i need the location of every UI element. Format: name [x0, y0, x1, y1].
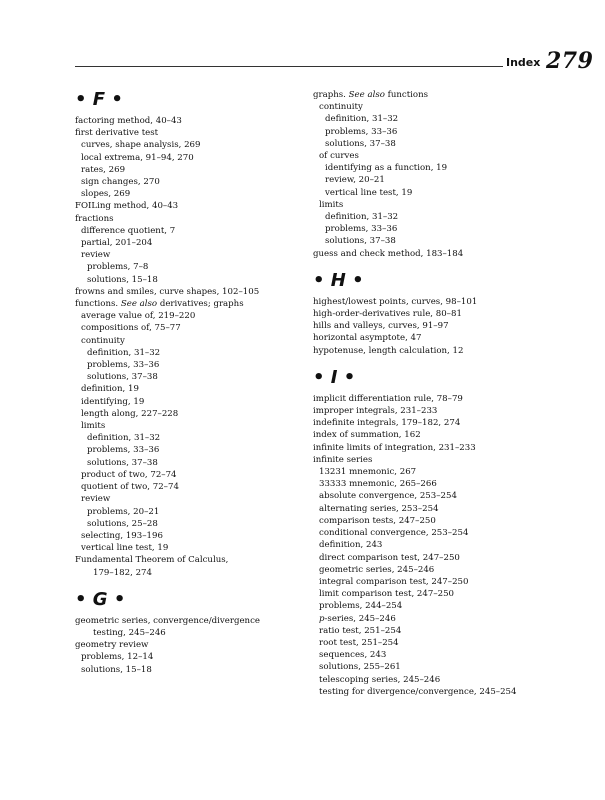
index-entry — [75, 335, 300, 347]
index-entry-text: definition, 31–32 — [325, 212, 399, 223]
index-entry — [75, 567, 300, 579]
index-entry-text: definition, 243 — [319, 540, 383, 551]
index-entry-text: geometry review — [75, 640, 149, 651]
index-entry-text: hills and valleys, curves, 91–97 — [313, 321, 449, 332]
index-entry — [75, 213, 300, 225]
index-entry-text: identifying, 19 — [81, 396, 145, 407]
index-entry-text: average value of, 219–220 — [81, 311, 196, 322]
index-entry — [75, 249, 300, 261]
index-entry — [75, 286, 300, 298]
index-entry — [313, 101, 563, 113]
index-column-right — [313, 89, 563, 698]
index-entry-text: implicit differentiation rule, 78–79 — [313, 393, 463, 404]
index-entry — [313, 405, 563, 417]
index-entry-text: continuity — [319, 102, 363, 113]
index-entry-text: factoring method, 40–43 — [75, 116, 182, 126]
index-entry — [313, 576, 563, 588]
index-entry — [75, 152, 300, 164]
index-column-left — [75, 89, 300, 676]
index-entry-text: FOILing method, 40–43 — [75, 201, 179, 212]
index-entry-text: problems, 7–8 — [87, 262, 149, 273]
index-entry-text: conditional convergence, 253–254 — [319, 528, 469, 539]
index-entry — [313, 564, 563, 576]
index-entry-text: partial, 201–204 — [81, 238, 153, 249]
index-entry — [75, 432, 300, 444]
index-entry-text: 179–182, 274 — [93, 567, 152, 578]
index-entry-text: problems, 12–14 — [81, 652, 154, 663]
index-entry — [313, 466, 563, 478]
index-entry-text: functions. — [75, 299, 119, 310]
index-entry — [75, 639, 300, 651]
index-entry-text: -series, 245–246 — [324, 613, 396, 624]
index-entry-text: definition, 31–32 — [87, 347, 161, 358]
index-entry-text: telescoping series, 245–246 — [319, 674, 441, 685]
index-entry — [313, 442, 563, 454]
index-entry-text: solutions, 255–261 — [319, 662, 401, 673]
index-entry — [75, 518, 300, 530]
index-entry — [75, 554, 300, 566]
index-entry-text: problems, 33–36 — [87, 360, 160, 371]
section-heading: • I • — [313, 366, 356, 388]
index-entry — [313, 235, 563, 247]
index-entry — [75, 139, 300, 151]
index-entry-text: length along, 227–228 — [81, 408, 179, 419]
see-also-label: See also — [120, 299, 158, 310]
index-entry-text: absolute convergence, 253–254 — [319, 491, 457, 502]
index-entry-text: index of summation, 162 — [313, 430, 421, 441]
index-entry-text: problems, 244–254 — [319, 601, 403, 612]
index-entry-text: continuity — [81, 335, 125, 346]
index-entry — [75, 188, 300, 200]
index-entry — [313, 539, 563, 551]
index-entry-text: highest/lowest points, curves, 98–101 — [313, 296, 478, 307]
index-entry — [75, 457, 300, 469]
index-entry — [313, 223, 563, 235]
index-entry-text: solutions, 37–38 — [87, 457, 158, 468]
index-entry-text: problems, 33–36 — [325, 126, 398, 137]
index-entry-text: testing for divergence/convergence, 245–254 — [319, 686, 517, 697]
index-entry — [75, 481, 300, 493]
index-entry-text: of curves — [319, 151, 359, 162]
index-entry — [75, 359, 300, 371]
index-entry — [313, 552, 563, 564]
index-entry-text: limit comparison test, 247–250 — [319, 589, 455, 600]
index-entry — [75, 176, 300, 188]
index-entry-text: 13231 mnemonic, 267 — [319, 467, 417, 478]
index-entry — [75, 615, 300, 627]
index-entry-text: fractions — [75, 213, 114, 224]
index-entry-text: Fundamental Theorem of Calculus, — [75, 555, 229, 566]
index-entry — [313, 211, 563, 223]
index-entry-text: selecting, 193–196 — [81, 530, 163, 541]
index-entry-text: solutions, 37–38 — [325, 138, 396, 149]
index-entry-text: problems, 33–36 — [87, 445, 160, 456]
index-entry-text: geometric series, convergence/divergence — [75, 615, 260, 626]
index-entry-text: vertical line test, 19 — [81, 543, 169, 554]
index-entry-text: derivatives; graphs — [157, 299, 244, 310]
index-entry-text: solutions, 37–38 — [87, 372, 158, 383]
index-entry — [313, 113, 563, 125]
index-entry-text: definition, 31–32 — [87, 433, 161, 444]
index-entry — [75, 298, 300, 310]
section-spacer — [313, 357, 563, 367]
index-entry — [313, 478, 563, 490]
index-entry-text: solutions, 15–18 — [87, 274, 158, 285]
index-entry — [313, 515, 563, 527]
index-entry-text: indefinite integrals, 179–182, 274 — [313, 418, 461, 429]
index-entry — [313, 661, 563, 673]
index-entry — [313, 138, 563, 150]
index-entry — [75, 383, 300, 395]
index-entry — [313, 649, 563, 661]
section-heading: • F • — [75, 89, 123, 110]
header-rule — [75, 66, 503, 67]
index-entry — [313, 332, 563, 344]
index-entry-text: slopes, 269 — [81, 189, 131, 200]
index-entry-text: improper integrals, 231–233 — [313, 406, 438, 417]
index-entry-text: testing, 245–246 — [93, 627, 166, 638]
index-entry — [313, 527, 563, 539]
index-entry-text: frowns and smiles, curve shapes, 102–105 — [75, 286, 260, 297]
index-entry — [313, 613, 563, 625]
index-entry-text: review, 20–21 — [325, 175, 385, 186]
index-entry — [75, 420, 300, 432]
index-entry — [75, 237, 300, 249]
index-entry-text: problems, 20–21 — [87, 506, 160, 517]
index-entry-text: guess and check method, 183–184 — [313, 248, 464, 259]
index-entry — [75, 347, 300, 359]
index-entry-text: definition, 19 — [81, 384, 139, 395]
index-entry — [313, 588, 563, 600]
index-entry — [313, 674, 563, 686]
index-entry-text: graphs. — [313, 90, 346, 100]
index-entry — [75, 530, 300, 542]
index-entry-text: high-order-derivatives rule, 80–81 — [313, 309, 462, 320]
index-entry-text: vertical line test, 19 — [325, 187, 413, 198]
index-entry — [313, 308, 563, 320]
index-entry — [75, 200, 300, 212]
index-entry — [75, 274, 300, 286]
index-entry-text: problems, 33–36 — [325, 224, 398, 235]
index-entry-text: first derivative test — [75, 128, 159, 139]
index-entry-text: review — [81, 494, 111, 505]
running-head-section: Index — [506, 56, 541, 69]
index-entry-text: quotient of two, 72–74 — [81, 482, 179, 493]
index-entry — [75, 164, 300, 176]
index-entry — [313, 199, 563, 211]
index-entry — [75, 310, 300, 322]
section-heading: • G • — [75, 588, 126, 610]
index-entry-text: infinite series — [313, 454, 373, 465]
index-entry-italic: p — [319, 613, 325, 624]
index-entry-text: direct comparison test, 247–250 — [319, 552, 460, 563]
index-entry-text: limits — [319, 199, 344, 210]
index-entry-text: functions — [384, 90, 429, 100]
index-entry — [75, 444, 300, 456]
index-entry — [75, 651, 300, 663]
section-heading: • H • — [313, 269, 364, 291]
index-entry — [313, 150, 563, 162]
index-entry-text: infinite limits of integration, 231–233 — [313, 442, 476, 453]
index-entry — [313, 637, 563, 649]
index-entry-text: integral comparison test, 247–250 — [319, 576, 469, 587]
index-entry-text: geometric series, 245–246 — [319, 564, 435, 575]
page-number: 279 — [546, 48, 594, 74]
index-entry-text: compositions of, 75–77 — [81, 323, 181, 334]
index-entry — [313, 625, 563, 637]
index-entry — [313, 503, 563, 515]
index-entry — [313, 429, 563, 441]
index-entry — [75, 506, 300, 518]
index-entry — [313, 345, 563, 357]
index-entry — [75, 322, 300, 334]
index-entry — [313, 490, 563, 502]
index-entry — [313, 417, 563, 429]
index-entry-text: difference quotient, 7 — [81, 225, 176, 236]
index-entry — [313, 248, 563, 260]
index-entry-text: identifying as a function, 19 — [325, 163, 448, 174]
index-entry-text: rates, 269 — [81, 164, 126, 175]
index-entry — [313, 89, 563, 101]
index-entry — [313, 600, 563, 612]
see-also-label: See also — [348, 90, 385, 100]
index-entry — [75, 371, 300, 383]
index-entry — [75, 127, 300, 139]
index-entry — [313, 686, 563, 698]
index-entry — [313, 393, 563, 405]
index-entry — [75, 225, 300, 237]
index-entry — [75, 542, 300, 554]
index-entry-text: sequences, 243 — [319, 650, 387, 661]
index-entry-text: solutions, 15–18 — [81, 664, 152, 675]
index-entry-text: comparison tests, 247–250 — [319, 515, 436, 526]
index-entry — [75, 115, 300, 127]
index-entry — [75, 408, 300, 420]
index-entry-text: root test, 251–254 — [319, 637, 399, 648]
index-entry-text: 33333 mnemonic, 265–266 — [319, 479, 437, 490]
index-entry — [313, 187, 563, 199]
section-spacer — [313, 260, 563, 270]
index-entry-text: curves, shape analysis, 269 — [81, 140, 201, 151]
index-entry — [313, 454, 563, 466]
index-entry-text: horizontal asymptote, 47 — [313, 333, 422, 344]
index-entry-text: solutions, 25–28 — [87, 518, 158, 529]
index-entry-text: limits — [81, 421, 106, 432]
index-entry-text: alternating series, 253–254 — [319, 503, 439, 514]
index-entry-text: solutions, 37–38 — [325, 236, 396, 247]
index-entry — [313, 296, 563, 308]
section-spacer — [75, 579, 300, 589]
index-entry — [75, 627, 300, 639]
index-entry — [313, 174, 563, 186]
index-entry-text: sign changes, 270 — [81, 177, 160, 188]
index-entry — [75, 261, 300, 273]
index-entry-text: ratio test, 251–254 — [319, 625, 402, 636]
index-entry-text: product of two, 72–74 — [81, 469, 177, 480]
index-entry — [313, 126, 563, 138]
index-entry-text: hypotenuse, length calculation, 12 — [313, 345, 464, 356]
index-entry-text: definition, 31–32 — [325, 114, 399, 125]
index-entry-text: review — [81, 250, 111, 261]
index-entry — [313, 162, 563, 174]
index-entry — [75, 396, 300, 408]
index-entry — [75, 664, 300, 676]
index-entry — [75, 469, 300, 481]
index-entry-text: local extrema, 91–94, 270 — [81, 152, 194, 163]
index-entry — [75, 493, 300, 505]
index-entry — [313, 320, 563, 332]
